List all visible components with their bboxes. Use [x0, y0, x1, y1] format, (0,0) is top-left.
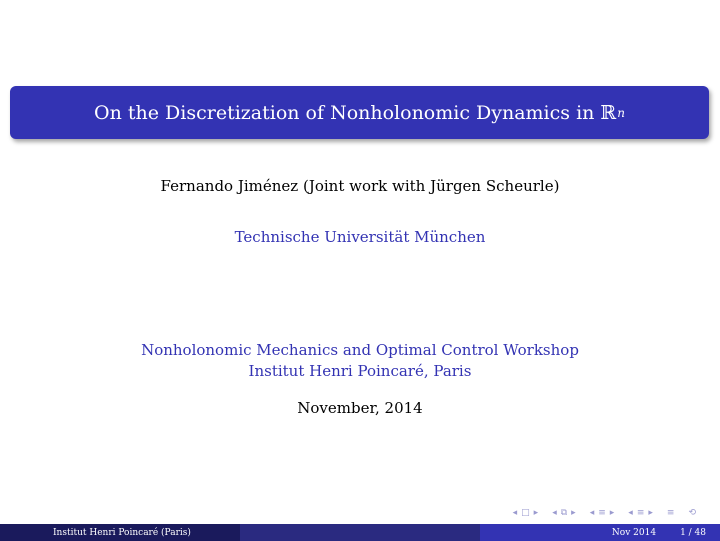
subsection-left-arrow-icon[interactable]: ◂: [552, 508, 557, 518]
section-right-arrow-icon[interactable]: ▸: [648, 508, 653, 518]
section-right-arrow-icon[interactable]: ▸: [609, 508, 615, 518]
align-icon[interactable]: ≡: [666, 508, 675, 518]
footer-middle: [240, 524, 480, 541]
section-left-arrow-icon[interactable]: ◂: [628, 508, 633, 518]
section-icon[interactable]: ≡: [598, 508, 606, 518]
institution-line: Technische Universität München: [234, 228, 486, 246]
event-line-2: Institut Henri Poincaré, Paris: [248, 362, 472, 380]
frame-left-arrow-icon[interactable]: ◂: [512, 508, 518, 518]
event-line-1: Nonholonomic Mechanics and Optimal Control Workshop: [141, 341, 579, 359]
search-icon[interactable]: ⟲: [688, 508, 696, 518]
slide-title-text: On the Discretization of Nonholonomic Dynamics in ℝ: [94, 101, 617, 124]
slide-title: [10, 86, 709, 139]
section-left-arrow-icon[interactable]: ◂: [589, 508, 595, 518]
footer-institution: Institut Henri Poincaré (Paris): [0, 524, 240, 541]
section-icon[interactable]: ≡: [636, 508, 645, 518]
author-line: Fernando Jiménez (Joint work with Jürgen Scheurle): [160, 177, 560, 195]
beamer-navigation: [513, 506, 696, 520]
frame-icon[interactable]: □: [521, 508, 530, 518]
footer-right: [480, 524, 720, 541]
date-line: November, 2014: [297, 399, 423, 417]
footer-date: Nov 2014: [611, 527, 657, 538]
footer-bar: [0, 524, 720, 541]
frame-right-arrow-icon[interactable]: ▸: [533, 508, 539, 518]
subsection-icon[interactable]: ⧉: [560, 508, 568, 518]
subsection-right-arrow-icon[interactable]: ▸: [571, 508, 576, 518]
event-block: [0, 340, 720, 382]
slide-title-superscript: n: [617, 105, 625, 120]
footer-page-number: 1 / 48: [680, 527, 706, 538]
